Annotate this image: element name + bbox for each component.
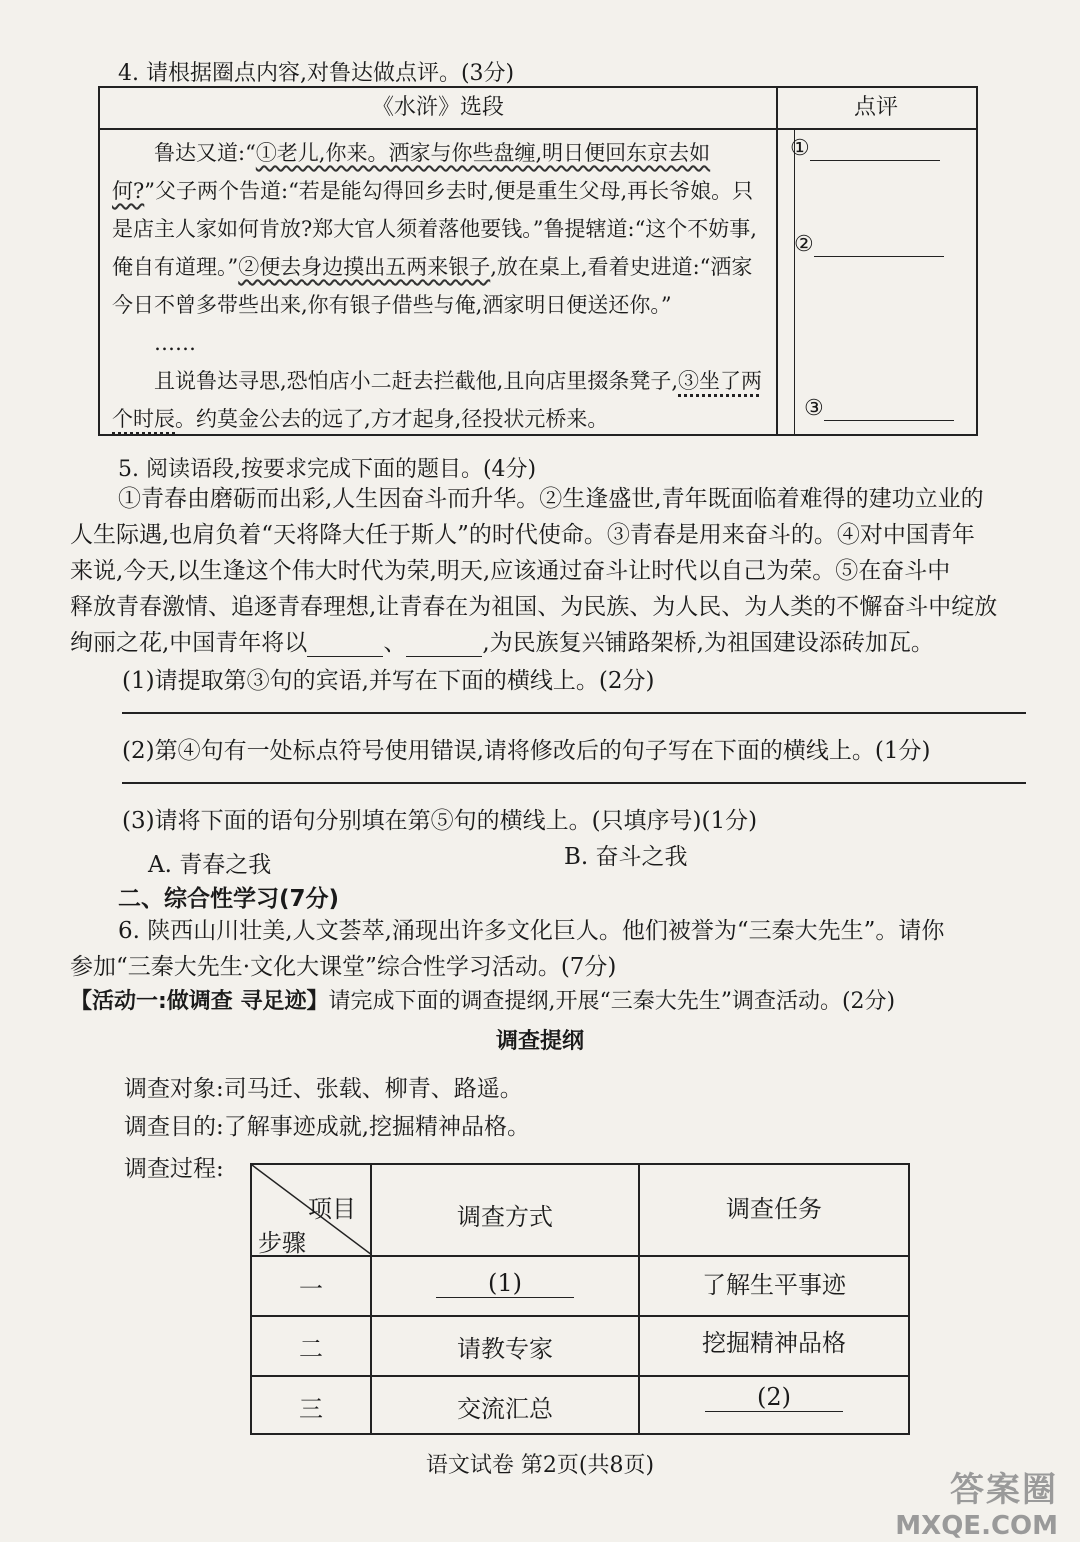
q5-sub1-answer-line[interactable] — [122, 712, 1026, 714]
comment-3 — [804, 396, 954, 421]
activity-1-text: 请完成下面的调查提纲,开展“三秦大先生”调查活动。(2分) — [328, 989, 896, 1014]
q4-header-comment: 点评 — [853, 95, 898, 120]
activity-1 — [70, 984, 895, 1015]
comment-3-label: ③ — [804, 396, 824, 421]
row-task-blank — [640, 1383, 908, 1412]
q5-option-b: B. 奋斗之我 — [564, 844, 688, 870]
watermark-top: 答案圈 — [950, 1470, 1058, 1510]
q5-text: 绚丽之花,中国青年将以 — [70, 630, 308, 656]
q5-title: 5. 阅读语段,按要求完成下面的题目。(4分) — [118, 457, 537, 482]
corner-bottom-label: 步骤 — [258, 1229, 306, 1257]
table-hline — [252, 1315, 908, 1317]
passage-text: 。约莫金公去的远了,方才起身,径投状元桥来。 — [175, 407, 609, 431]
q4-table — [98, 86, 978, 436]
q5-blank-1[interactable] — [307, 634, 383, 657]
passage-ellipsis: …… — [154, 331, 196, 355]
comment-1-label: ① — [790, 136, 810, 161]
circled-text-1: ①老儿,你来。洒家与你些盘缠,明日便回东京去如何? — [112, 141, 711, 203]
q5-paragraph-line: ①青春由磨砺而出彩,人生因奋斗而升华。②生逢盛世,青年既面临着难得的建功立业的 — [118, 486, 984, 512]
circled-text-2: ②便去身边摸出五两来银子 — [238, 255, 491, 279]
comment-2-blank[interactable] — [814, 232, 944, 257]
row-method: 请教专家 — [457, 1335, 553, 1363]
comment-3-blank[interactable] — [824, 396, 954, 421]
survey-process: 调查过程: — [124, 1156, 224, 1182]
outline-title: 调查提纲 — [495, 1029, 584, 1054]
watermark-logo — [878, 1462, 1058, 1541]
q5-paragraph-line: 释放青春激情、追逐青春理想,让青春在为祖国、为民族、为人民、为人类的不懈奋斗中绽放 — [70, 594, 998, 620]
q5-option-a: A. 青春之我 — [148, 852, 272, 878]
section2-heading: 二、综合性学习(7分) — [118, 886, 340, 912]
row-step: 三 — [299, 1395, 323, 1423]
q4-passage — [112, 134, 772, 438]
q5-sub2-answer-line[interactable] — [122, 782, 1026, 784]
passage-text: 鲁达又道:“ — [154, 141, 256, 165]
comment-2 — [794, 232, 944, 257]
q5-blank-2[interactable] — [406, 634, 482, 657]
q4-title: 4. 请根据圈点内容,对鲁达做点评。(3分) — [118, 61, 515, 86]
header-task: 调查任务 — [726, 1195, 822, 1223]
table-hline — [252, 1375, 908, 1377]
q5-sub2: (2)第④句有一处标点符号使用错误,请将修改后的句子写在下面的横线上。(1分) — [122, 738, 931, 764]
row-method: 交流汇总 — [457, 1395, 553, 1423]
blank-1[interactable]: (1) — [436, 1269, 574, 1298]
watermark-bottom: MXQE.COM — [895, 1511, 1058, 1541]
q5-text: ,为民族复兴铺路架桥,为祖国建设添砖加瓦。 — [482, 630, 934, 656]
row-method-blank — [372, 1269, 638, 1298]
comment-1-blank[interactable] — [810, 136, 940, 161]
q6-line-1: 6. 陕西山川壮美,人文荟萃,涌现出许多文化巨人。他们被誉为“三秦大先生”。请你 — [118, 918, 945, 944]
q5-paragraph-line-5 — [70, 624, 934, 657]
q4-header-passage: 《水浒》选段 — [371, 95, 504, 120]
activity-1-tag: 【活动一:做调查 寻足迹】 — [70, 989, 329, 1014]
passage-text: ,放在桌上,看着史进道:“洒家今日不曾多带些出来,你有银子借些与俺,洒家明日便送还你。” — [112, 255, 753, 317]
circled-text-3: ③坐了两个时辰 — [112, 369, 763, 431]
q5-sub3: (3)请将下面的语句分别填在第⑤句的横线上。(只填序号)(1分) — [122, 808, 758, 834]
q5-paragraph-line: 人生际遇,也肩负着“天将降大任于斯人”的时代使命。③青春是用来奋斗的。④对中国青年 — [70, 522, 975, 548]
header-method: 调查方式 — [457, 1203, 553, 1231]
row-task: 了解生平事迹 — [702, 1271, 846, 1299]
row-task: 挖掘精神品格 — [702, 1329, 846, 1357]
q4-divider-inner — [794, 128, 795, 434]
survey-aim: 调查目的:了解事迹成就,挖掘精神品格。 — [124, 1114, 531, 1140]
q5-paragraph-line: 来说,今天,以生逢这个伟大时代为荣,明天,应该通过奋斗让时代以自己为荣。⑤在奋斗中 — [70, 558, 951, 584]
row-step: 一 — [299, 1275, 323, 1303]
blank-2[interactable]: (2) — [705, 1383, 843, 1412]
comment-1 — [790, 136, 940, 161]
q5-sub1: (1)请提取第③句的宾语,并写在下面的横线上。(2分) — [122, 668, 655, 694]
q4-header-row — [100, 88, 976, 130]
q4-divider — [776, 88, 778, 434]
passage-text: 且说鲁达寻思,恐怕店小二赶去拦截他,且向店里掇条凳子, — [154, 369, 679, 393]
q6-line-2: 参加“三秦大先生·文化大课堂”综合性学习活动。(7分) — [70, 954, 617, 980]
page-footer: 语文试卷 第2页(共8页) — [425, 1453, 655, 1478]
corner-top-label: 项目 — [308, 1195, 356, 1223]
q5-text: 、 — [383, 630, 407, 656]
passage-text: ”父子两个告道:“若是能勾得回乡去时,便是重生父母,再长爷娘。只是店主人家如何肯放?郑大官人须着落他要钱。”鲁提辖道:“这个不妨事,俺自有道理。” — [112, 179, 757, 279]
survey-objects: 调查对象:司马迁、张载、柳青、路遥。 — [124, 1076, 523, 1102]
comment-2-label: ② — [794, 232, 814, 257]
survey-table — [250, 1163, 910, 1435]
row-step: 二 — [299, 1335, 323, 1363]
